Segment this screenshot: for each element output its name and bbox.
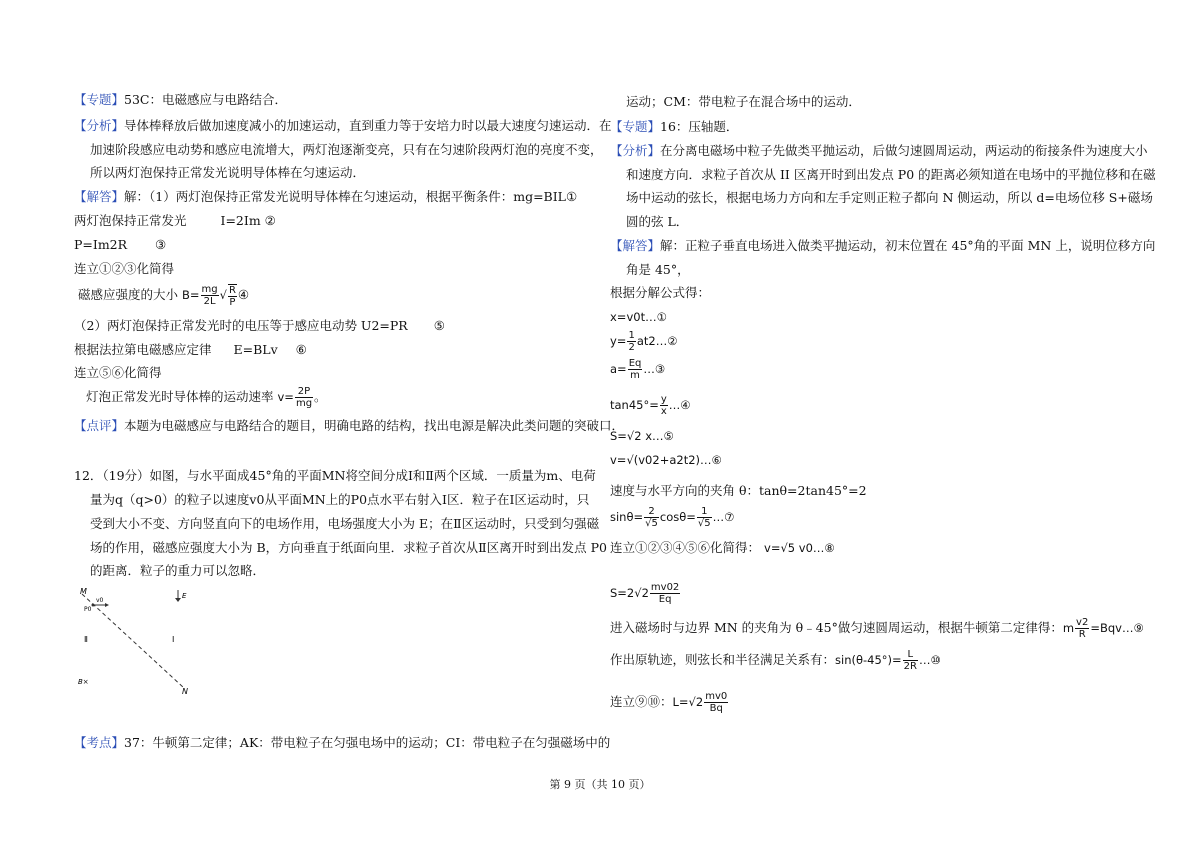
kaodian-line [74, 735, 610, 751]
b-rad [228, 284, 237, 308]
f7-n1: 2 [644, 506, 659, 518]
q12-text-5: 的距离．粒子的重力可以忽略． [90, 563, 266, 578]
faraday-formula: E=BLv [233, 342, 278, 357]
solution-text-1: 解：（1）两灯泡保持正常发光说明导体棒在匀速运动，根据平衡条件：mg=BIL① [124, 189, 578, 204]
b-den: 2L [203, 296, 216, 307]
mag-m: m [1062, 621, 1075, 635]
b-rad-num: R [228, 284, 236, 296]
f2-frac [627, 330, 635, 353]
s-frac [650, 582, 680, 605]
b-lhs: B= [182, 288, 200, 302]
v-frac [295, 386, 313, 409]
mn-boundary-line [82, 594, 184, 688]
r-topic-tag: 【专题】 [610, 119, 661, 134]
f7-frac-2 [697, 506, 712, 529]
kaodian-text: 37：牛顿第二定律；AK：带电粒子在匀强电场中的运动；CI：带电粒子在匀强磁场中的 [124, 735, 611, 750]
e-arrowhead-icon [175, 598, 181, 602]
eq2-text: 两灯泡保持正常发光 [74, 213, 187, 228]
q12-text-3: 受到大小不变、方向竖直向下的电场作用，电场强度大小为 E；在Ⅱ区运动时，只受到匀强磁 [90, 516, 600, 531]
eq2-line [74, 213, 276, 229]
chord-line [610, 646, 941, 674]
f7-d2: √5 [697, 518, 711, 529]
l-den: Bq [709, 703, 723, 714]
f2-lhs: y= [610, 334, 627, 348]
v0-arrowhead-icon [105, 603, 109, 607]
formula-6: v=√(v02+a2t2)…⑥ [610, 453, 722, 467]
combine-2: 连立⑤⑥化简得 [74, 365, 162, 380]
b-num: mg [201, 284, 218, 295]
part2-line [74, 318, 445, 334]
formula-3 [610, 356, 665, 382]
combine-1: 连立①②③化简得 [74, 261, 175, 276]
comment-text: 本题为电磁感应与电路结合的题目，明确电路的结构，找出电源是解决此类问题的突破口． [124, 418, 625, 433]
faraday-mark: ⑥ [295, 342, 307, 357]
r-analysis-text-1: 在分离电磁场中粒子先做类平抛运动，后做匀速圆周运动，两运动的衔接条件为速度大小 [660, 143, 1148, 158]
formula-2 [610, 328, 678, 354]
mag-text: 进入磁场时与边界 MN 的夹角为 θ﹣45°做匀速圆周运动，根据牛顿第二定律得： [610, 620, 1063, 635]
problem-figure [74, 586, 204, 698]
chord-lhs: sin(θ-45°)= [835, 653, 902, 667]
f7-cos: cosθ= [659, 510, 696, 524]
kaodian-tag: 【考点】 [74, 735, 125, 750]
label-n: N [182, 687, 188, 696]
v-den: mg [295, 398, 313, 409]
topic-tag: 【专题】 [74, 92, 125, 107]
decomp-text: 根据分解公式得： [610, 285, 711, 300]
f3-frac [628, 358, 643, 381]
part2-mark: ⑤ [433, 318, 445, 333]
q12-text-4: 场的作用，磁感应强度大小为 B，方向垂直于纸面向里．求粒子首次从Ⅱ区离开时到出发点 P0 [90, 540, 607, 555]
b-formula-line [78, 282, 249, 308]
label-region-i: Ⅰ [172, 635, 175, 644]
analysis-line-1 [74, 118, 612, 134]
r-solution-text-2: 角是 45°， [626, 262, 690, 277]
formula-5: S=√2 x…⑤ [610, 429, 674, 443]
r-analysis-text-4: 圆的弦 L． [626, 214, 689, 229]
analysis-tag: 【分析】 [74, 118, 125, 133]
r-solution-text-1: 解：正粒子垂直电场进入做类平抛运动，初末位置在 45°角的平面 MN 上，说明位移方向 [660, 238, 1156, 253]
eq3-formula: P=Im2R [74, 237, 128, 252]
s-den: Eq [658, 594, 672, 605]
b-mark: ④ [237, 287, 250, 302]
topic-line [74, 92, 287, 108]
s-formula [610, 578, 681, 608]
label-p0: P0 [84, 606, 92, 613]
formula-8: v=√5 v0…⑧ [764, 541, 835, 555]
f2-rhs: at2…② [636, 334, 678, 348]
eq3-line [74, 237, 166, 253]
s-num: mv02 [650, 582, 680, 593]
comment-tag: 【点评】 [74, 418, 125, 433]
solution-tag: 【解答】 [74, 189, 125, 204]
f3-den: m [630, 370, 640, 381]
label-m: M [80, 587, 87, 596]
r-analysis-tag: 【分析】 [610, 143, 661, 158]
label-region-ii: Ⅱ [84, 635, 88, 644]
angle-text: 速度与水平方向的夹角 θ：tanθ=2tan45°=2 [610, 483, 867, 498]
sqrt-icon: √ [219, 288, 227, 302]
chord-frac [903, 649, 918, 672]
v-lhs: v= [277, 390, 294, 404]
part2-text: （2）两灯泡保持正常发光时的电压等于感应电动势 U2=PR [74, 318, 408, 333]
r-analysis-line-1 [610, 143, 1148, 159]
v-end: 。 [314, 389, 327, 404]
f7-n2: 1 [697, 506, 712, 518]
s-lhs: S=2√2 [610, 586, 649, 600]
q12-text-2: 量为q（q>0）的粒子以速度v0从平面MN上的P0点水平右射入Ⅰ区．粒子在Ⅰ区运动时，只 [90, 492, 590, 507]
b-frac [201, 284, 219, 307]
r-combine-2: 连立⑨⑩： [610, 694, 673, 709]
combine-line [610, 540, 835, 556]
v-formula-line [86, 384, 327, 410]
f4-frac [660, 394, 668, 417]
f2-num: 1 [628, 330, 635, 341]
chord-num: L [903, 649, 918, 661]
label-b: B× [78, 678, 89, 686]
f3-lhs: a= [610, 362, 627, 376]
f7-sin: sinθ= [610, 510, 644, 524]
r-solution-line-1 [610, 238, 1155, 254]
l-frac [704, 691, 728, 714]
f3-rhs: …③ [643, 362, 666, 376]
chord-rhs: …⑩ [918, 653, 941, 667]
r-analysis-text-3: 场中运动的弦长，根据电场力方向和左手定则正粒子都向 N 侧运动，所以 d=电场位移 S+磁场 [626, 190, 1153, 205]
eq3-mark: ③ [155, 237, 167, 252]
b-text: 磁感应强度的大小 [78, 287, 179, 302]
solution-line-1 [74, 189, 577, 205]
analysis-text-3: 所以两灯泡保持正常发光说明导体棒在匀速运动． [90, 165, 366, 180]
eq2-formula: I=2Im ② [220, 213, 276, 228]
comment-line [74, 418, 624, 434]
f3-num: Eq [628, 358, 642, 369]
f2-den: 2 [628, 342, 635, 353]
topic-text: 53C：电磁感应与电路结合． [124, 92, 287, 107]
r-solution-tag: 【解答】 [610, 238, 661, 253]
analysis-text-2: 加速阶段感应电动势和感应电流增大，两灯泡逐渐变亮，只有在匀速阶段两灯泡的亮度不变， [90, 142, 603, 157]
v-text: 灯泡正常发光时导体棒的运动速率 [86, 389, 274, 404]
l-num: mv0 [705, 691, 728, 702]
faraday-line [74, 342, 307, 358]
magnetic-line [610, 614, 1144, 642]
r-combine-1: 连立①②③④⑤⑥化简得： [610, 540, 761, 555]
label-e: E [182, 592, 187, 600]
analysis-text-1: 导体棒释放后做加速度减小的加速运动，直到重力等于安培力时以最大速度匀速运动．在 [124, 118, 612, 133]
f7-frac-1 [644, 506, 659, 529]
v-num: 2P [295, 386, 313, 398]
r-topic-text: 16：压轴题． [660, 119, 739, 134]
f7-d1: √5 [645, 518, 658, 529]
l-formula-line [610, 688, 729, 716]
r-analysis-text-2: 和速度方向．求粒子首次从 II 区离开时到出发点 P0 的距离必须知道在电场中的平抛位移和在磁 [626, 167, 1156, 182]
l-lhs: L=√2 [672, 695, 704, 709]
f4-rhs: …④ [668, 398, 691, 412]
formula-7 [610, 503, 734, 531]
faraday-text: 根据法拉第电磁感应定律 [74, 342, 212, 357]
f7-end: …⑦ [712, 510, 735, 524]
b-rad-den: P [229, 296, 236, 308]
chord-den: 2R [903, 661, 917, 672]
chord-text: 作出原轨迹，则弦长和半径满足关系有： [610, 652, 836, 667]
mag-num: v2 [1076, 617, 1089, 628]
page-footer: 第 9 页（共 10 页） [549, 778, 651, 791]
f4-den: x [660, 406, 667, 417]
formula-1: x=v0t…① [610, 310, 667, 324]
f4-num: y [660, 394, 667, 405]
mag-rhs: =Bqv…⑨ [1090, 621, 1144, 635]
mag-frac [1075, 617, 1089, 640]
f4-lhs: tan45°= [610, 398, 659, 412]
q12-text-1: 12．（19分）如图，与水平面成45°角的平面MN将空间分成Ⅰ和Ⅱ两个区域．一质量为m、电荷 [74, 468, 596, 483]
formula-4 [610, 392, 691, 418]
mag-den: R [1078, 629, 1086, 640]
kaodian-cont: 运动；CM：带电粒子在混合场中的运动． [626, 94, 861, 109]
r-topic-line [610, 119, 738, 135]
label-v0: v0 [96, 597, 104, 604]
